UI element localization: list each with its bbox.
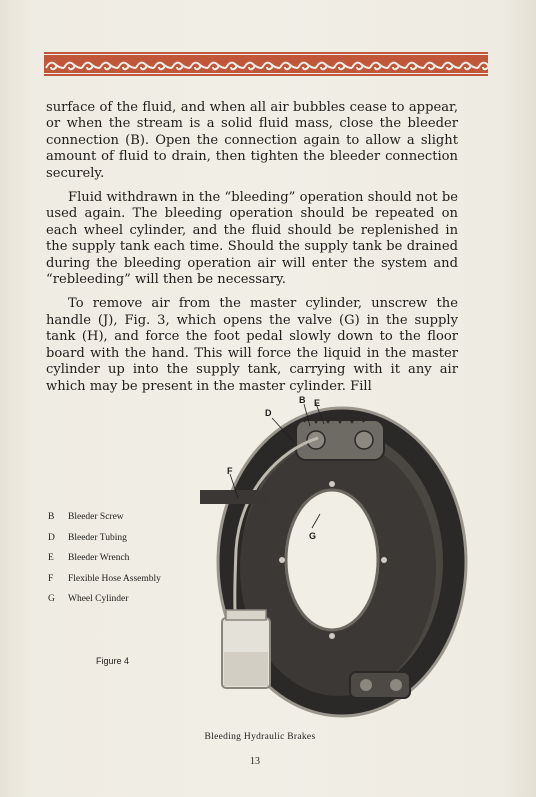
body-text — [46, 100, 458, 403]
legend-label: Wheel Cylinder — [68, 594, 129, 604]
callout-g: G — [309, 531, 317, 541]
figure-number: Figure 4 — [96, 656, 130, 666]
legend-item — [48, 507, 161, 528]
legend-label: Bleeder Screw — [68, 512, 124, 522]
paragraph-3: To remove air from the master cylinder, unscrew the handle (J), Fig. 3, which opens the valve (G) in the supply tank (H), and force the foot pedal slowly down to the floor board with the hand. This will force the liquid in the master cylinder up into the supply tank, carrying with it any air which may be present in the master cylinder. Fill — [46, 296, 458, 394]
legend-letter: G — [48, 594, 55, 604]
paragraph-1: surface of the fluid, and when all air bubbles cease to appear, or when the stream is a solid fluid mass, close the bleeder connection (B). Open the connection again to allow a slight amount of fluid to drain, then tighten the bleeder connection securely. — [46, 100, 458, 181]
callout-e: E — [314, 398, 321, 408]
callout-d: D — [265, 408, 272, 418]
legend-label: Bleeder Wrench — [68, 553, 130, 563]
brake-assembly-illustration — [200, 390, 470, 730]
page-number: 13 — [250, 756, 260, 767]
paragraph-2: Fluid withdrawn in the “bleeding” operation should not be used again. The bleeding operation should be repeated on each wheel cylinder, and the fluid should be replenished in the supply tank each time. Should the supply tank be drained during the bleeding operation air will enter the system and “rebleeding” will then be necessary. — [46, 190, 458, 288]
bleeding-jar — [222, 610, 270, 688]
legend-item — [48, 528, 161, 549]
legend-item — [48, 569, 161, 590]
figure-caption: Bleeding Hydraulic Brakes — [204, 732, 316, 742]
legend-letter: B — [48, 512, 55, 522]
legend-letter: E — [48, 553, 54, 563]
legend-letter: F — [48, 573, 54, 584]
legend-item — [48, 548, 161, 569]
callout-f: F — [227, 466, 233, 476]
figure-legend — [48, 507, 161, 610]
legend-label: Bleeder Tubing — [68, 532, 127, 543]
legend-letter: D — [48, 532, 55, 543]
flexible-hose — [200, 490, 270, 504]
decorative-wave-border — [44, 52, 488, 76]
legend-label: Flexible Hose Assembly — [68, 573, 161, 584]
legend-item — [48, 589, 161, 610]
callout-b: B — [299, 395, 306, 405]
